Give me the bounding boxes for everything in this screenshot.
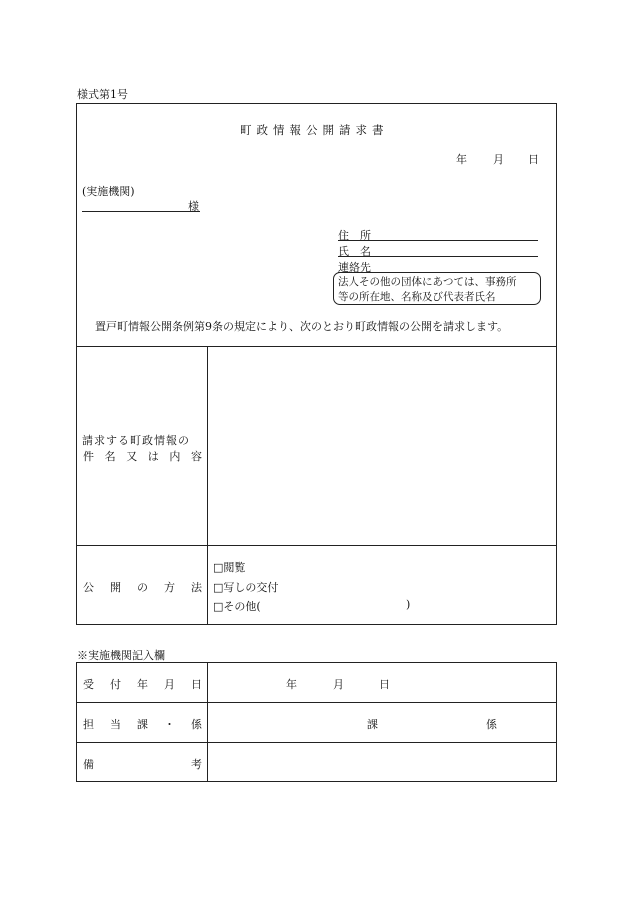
- request-content-field[interactable]: [209, 348, 554, 543]
- date-year: 年: [456, 153, 467, 166]
- office-row-divider-1: [76, 702, 557, 703]
- divider-after-statement: [76, 346, 557, 347]
- label-column-divider: [207, 346, 208, 625]
- date-day: 日: [528, 153, 539, 166]
- request-content-label-line2: 件 名 又 は 内 容: [83, 450, 202, 463]
- staff-label: 担 当 課 ・ 係: [83, 718, 202, 731]
- option-other-checkbox[interactable]: □その他(: [213, 600, 261, 613]
- remarks-label: 備 考: [83, 758, 202, 771]
- form-number: 様式第1号: [77, 88, 128, 101]
- name-line[interactable]: [338, 256, 538, 257]
- agency-name-line[interactable]: [82, 211, 200, 212]
- address-label: 住 所: [338, 229, 371, 242]
- contact-label: 連絡先: [338, 261, 371, 274]
- option-other-close-paren: ): [406, 598, 411, 611]
- option-inspection-checkbox[interactable]: □閲覧: [213, 561, 246, 574]
- office-row-divider-2: [76, 742, 557, 743]
- form-title: 町政情報公開請求書: [240, 123, 389, 137]
- received-day: 日: [379, 678, 390, 691]
- disclosure-method-label: 公 開 の 方 法: [83, 581, 202, 594]
- remarks-field[interactable]: [209, 744, 554, 780]
- received-month: 月: [333, 678, 344, 691]
- date-month: 月: [493, 153, 504, 166]
- received-date-label: 受 付 年 月 日: [83, 678, 202, 691]
- request-content-label-line1: 請求する町政情報の: [82, 434, 190, 447]
- name-label: 氏 名: [338, 245, 371, 258]
- corporate-note-line1: 法人その他の団体にあつては、事務所: [338, 276, 517, 288]
- staff-subsection: 係: [486, 718, 497, 731]
- divider-before-method: [76, 545, 557, 546]
- office-section-heading: ※実施機関記入欄: [77, 649, 165, 662]
- staff-section: 課: [367, 718, 378, 731]
- address-line[interactable]: [338, 240, 538, 241]
- office-label-column-divider: [207, 662, 208, 782]
- agency-label: (実施機関): [82, 185, 135, 198]
- agency-honorific: 様: [188, 200, 199, 213]
- received-year: 年: [286, 678, 297, 691]
- option-copy-checkbox[interactable]: □写しの交付: [213, 581, 279, 594]
- request-statement: 置戸町情報公開条例第9条の規定により、次のとおり町政情報の公開を請求します。: [95, 320, 509, 333]
- corporate-note-line2: 等の所在地、名称及び代表者氏名: [338, 291, 496, 303]
